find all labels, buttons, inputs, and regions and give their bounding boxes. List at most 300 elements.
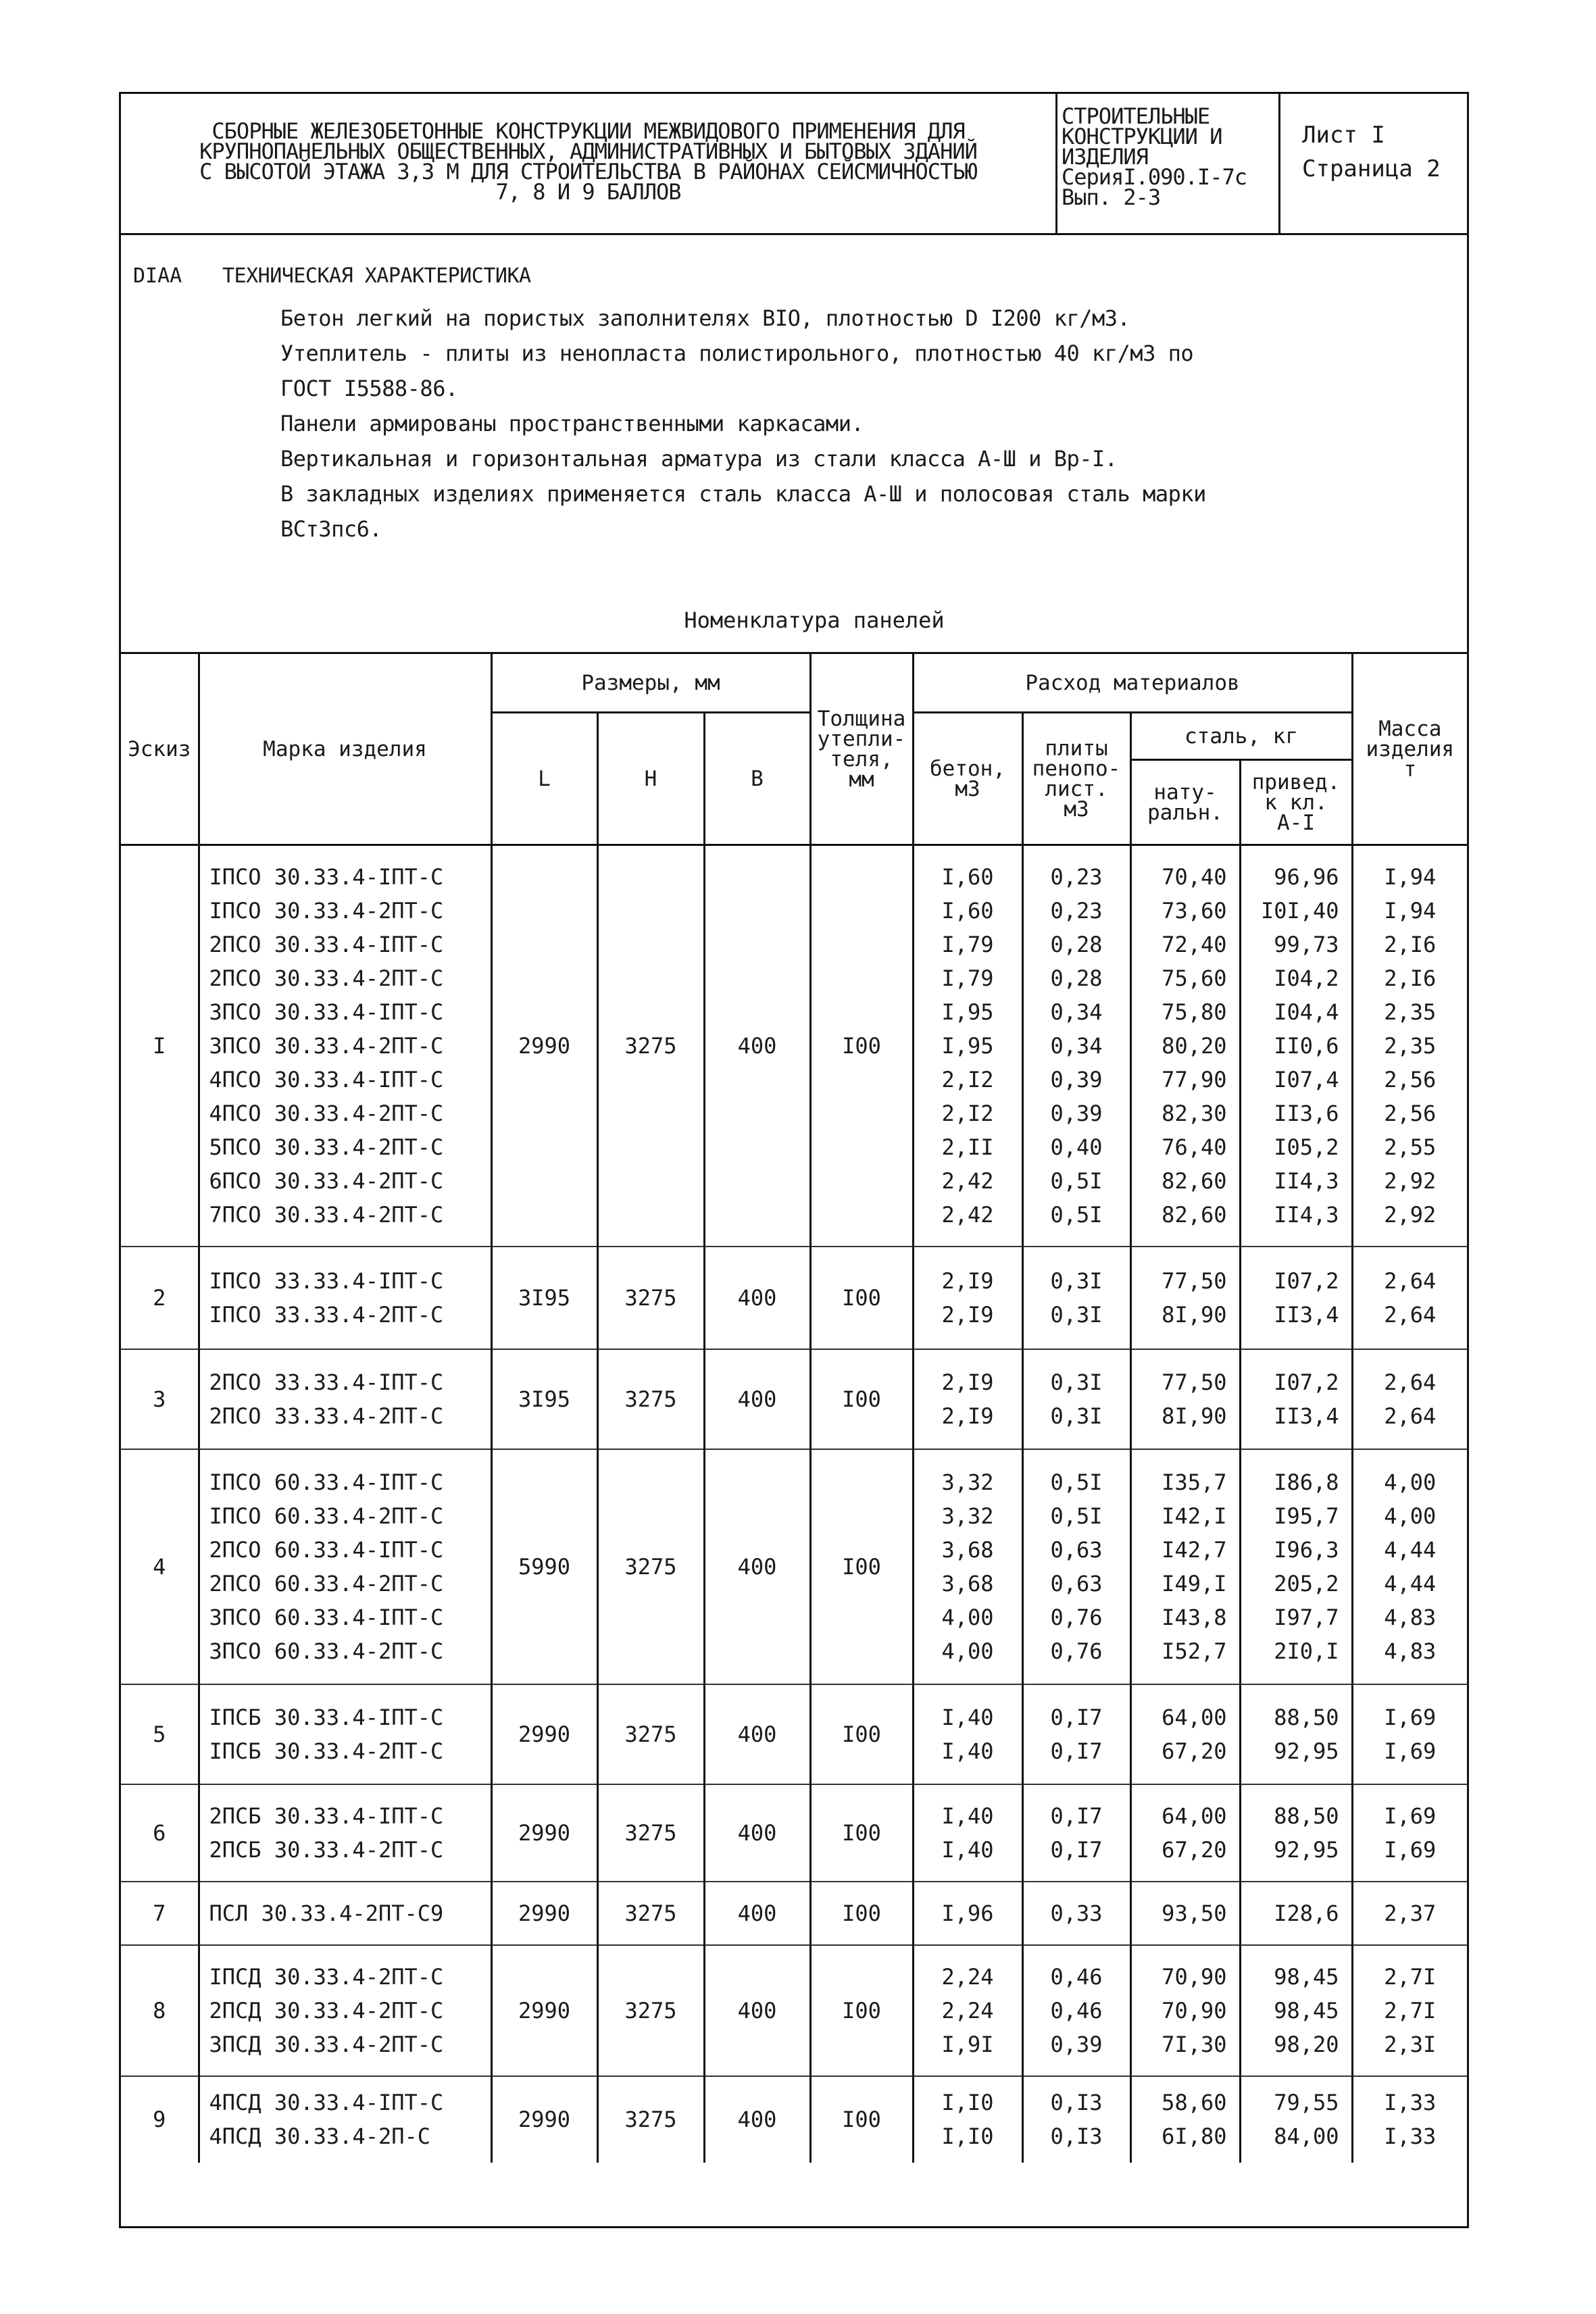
sketch-number: 6 xyxy=(121,1784,199,1882)
product-mark: 3ПСО 60.33.4-2ПТ-С xyxy=(209,1638,444,1664)
size-H: 3275 xyxy=(597,845,704,1247)
foam-volume: 0,I7 xyxy=(1050,1704,1103,1730)
concrete-volume: I,60 xyxy=(941,863,994,890)
panels-table xyxy=(121,652,1467,2163)
concrete-volume-column xyxy=(913,1247,1022,1349)
sheet-block xyxy=(1280,94,1467,233)
header-concrete xyxy=(913,713,1022,845)
size-B: 400 xyxy=(704,1247,810,1349)
insulation-thickness: I00 xyxy=(810,1449,913,1684)
sketch-number: 4 xyxy=(121,1449,199,1684)
product-mass: 4,00 xyxy=(1384,1469,1437,1495)
foam-volume-column xyxy=(1022,845,1130,1247)
product-mass: 2,I6 xyxy=(1384,931,1437,957)
steel-reduced: I04,2 xyxy=(1274,965,1339,991)
size-H: 3275 xyxy=(597,1247,704,1349)
foam-volume: 0,39 xyxy=(1050,1100,1103,1126)
product-mass: 2,92 xyxy=(1384,1201,1437,1228)
header-steel-reduced xyxy=(1240,760,1352,845)
foam-volume: 0,28 xyxy=(1050,931,1103,957)
steel-natural: 6I,80 xyxy=(1162,2123,1227,2149)
foam-volume: 0,5I xyxy=(1050,1167,1103,1194)
title-block xyxy=(121,94,1467,235)
paragraph: Бетон легкий на пористых заполнителях BIO, плотностью D I200 кг/м3. xyxy=(280,305,1130,331)
concrete-volume: I,40 xyxy=(941,1738,994,1764)
foam-volume-column xyxy=(1022,1684,1130,1784)
insulation-thickness: I00 xyxy=(810,845,913,1247)
table-row-group xyxy=(121,1945,1467,2076)
product-mass: 2,3I xyxy=(1384,2031,1437,2057)
header-mass xyxy=(1352,653,1467,845)
steel-natural-column xyxy=(1130,1247,1240,1349)
product-mark: 3ПСД 30.33.4-2ПТ-С xyxy=(209,2031,444,2057)
concrete-volume: 2,I9 xyxy=(941,1403,994,1429)
foam-volume: 0,33 xyxy=(1050,1900,1103,1926)
steel-reduced: 88,50 xyxy=(1274,1704,1339,1730)
size-H: 3275 xyxy=(597,1349,704,1449)
foam-volume: 0,5I xyxy=(1050,1201,1103,1228)
steel-natural: 77,90 xyxy=(1162,1066,1227,1092)
concrete-volume: 3,32 xyxy=(941,1503,994,1529)
steel-reduced: II3,6 xyxy=(1274,1100,1339,1126)
header-line: Толщина xyxy=(817,706,906,731)
foam-volume-column xyxy=(1022,1882,1130,1945)
size-L: 2990 xyxy=(491,845,597,1247)
header-line: мм xyxy=(849,767,874,792)
size-L: 2990 xyxy=(491,1882,597,1945)
table-row-group xyxy=(121,1449,1467,1684)
steel-natural: 58,60 xyxy=(1162,2090,1227,2115)
product-mass-column xyxy=(1352,1784,1467,1882)
product-mass: 2,64 xyxy=(1384,1301,1437,1328)
steel-reduced: I04,4 xyxy=(1274,999,1339,1025)
paragraph: В закладных изделиях применяется сталь класса А-Ш и полосовая сталь марки xyxy=(280,481,1206,507)
product-mass: 2,55 xyxy=(1384,1134,1437,1160)
product-mark: 2ПСО 60.33.4-IПТ-С xyxy=(209,1536,444,1563)
foam-volume: 0,63 xyxy=(1050,1536,1103,1563)
size-B: 400 xyxy=(704,1784,810,1882)
sketch-number: 3 xyxy=(121,1349,199,1449)
steel-reduced: 79,55 xyxy=(1274,2090,1339,2115)
foam-volume-column xyxy=(1022,1784,1130,1882)
foam-volume: 0,46 xyxy=(1050,1963,1103,1990)
foam-volume: 0,23 xyxy=(1050,863,1103,890)
product-mark: IПСО 30.33.4-IПТ-С xyxy=(209,863,444,890)
foam-volume: 0,34 xyxy=(1050,1032,1103,1059)
product-mark-column xyxy=(199,1882,491,1945)
steel-reduced-column xyxy=(1240,1449,1352,1684)
header-L: L xyxy=(491,713,597,845)
steel-natural: I43,8 xyxy=(1162,1604,1227,1630)
insulation-thickness: I00 xyxy=(810,1247,913,1349)
sheet-number: Лист I xyxy=(1302,122,1385,149)
header-foam xyxy=(1022,713,1130,845)
steel-reduced: I97,7 xyxy=(1274,1604,1339,1630)
steel-reduced: 92,95 xyxy=(1274,1836,1339,1863)
concrete-volume: 2,I9 xyxy=(941,1369,994,1395)
concrete-volume: I,I0 xyxy=(941,2123,994,2149)
product-mass: 2,56 xyxy=(1384,1100,1437,1126)
steel-reduced: II3,4 xyxy=(1274,1301,1339,1328)
product-mass: I,94 xyxy=(1384,897,1437,924)
page-number: Страница 2 xyxy=(1302,155,1441,182)
product-mark: IПСО 60.33.4-IПТ-С xyxy=(209,1469,444,1495)
steel-natural: 8I,90 xyxy=(1162,1301,1227,1328)
series-line: КОНСТРУКЦИИ И xyxy=(1062,124,1222,149)
concrete-volume: I,95 xyxy=(941,999,994,1025)
steel-natural: 70,90 xyxy=(1162,1997,1227,2023)
table-row-group xyxy=(121,1882,1467,1945)
size-B: 400 xyxy=(704,845,810,1247)
series-line: Вып. 2-3 xyxy=(1062,184,1161,210)
steel-natural: 82,60 xyxy=(1162,1201,1227,1228)
steel-reduced: I07,4 xyxy=(1274,1066,1339,1092)
document-title xyxy=(121,94,1057,233)
product-mass-column xyxy=(1352,1349,1467,1449)
insulation-thickness: I00 xyxy=(810,1349,913,1449)
product-mark: 3ПСО 30.33.4-2ПТ-С xyxy=(209,1032,444,1059)
steel-reduced: I0I,40 xyxy=(1260,897,1339,924)
concrete-volume-column xyxy=(913,1784,1022,1882)
steel-reduced: I05,2 xyxy=(1274,1134,1339,1160)
concrete-volume: 2,I9 xyxy=(941,1267,994,1294)
size-B: 400 xyxy=(704,1349,810,1449)
product-mass: 2,64 xyxy=(1384,1369,1437,1395)
product-mark: 4ПСД 30.33.4-IПТ-С xyxy=(209,2090,444,2115)
steel-reduced-column xyxy=(1240,1684,1352,1784)
steel-reduced: I07,2 xyxy=(1274,1369,1339,1395)
product-mark-column xyxy=(199,845,491,1247)
header-line: привед. xyxy=(1251,770,1341,795)
header-line: м3 xyxy=(955,776,980,801)
section-paragraphs xyxy=(280,301,1429,547)
document-frame xyxy=(119,92,1469,2228)
steel-reduced: 2I0,I xyxy=(1274,1638,1339,1664)
steel-reduced: I95,7 xyxy=(1274,1503,1339,1529)
header-line: к кл. xyxy=(1264,790,1328,815)
section-title: ТЕХНИЧЕСКАЯ ХАРАКТЕРИСТИКА xyxy=(222,264,531,288)
paragraph: ГОСТ I5588-86. xyxy=(280,376,458,401)
steel-reduced: 84,00 xyxy=(1274,2123,1339,2149)
title-line: СБОРНЫЕ ЖЕЛЕЗОБЕТОННЫЕ КОНСТРУКЦИИ МЕЖВИДОВОГО ПРИМЕНЕНИЯ ДЛЯ xyxy=(211,118,965,144)
concrete-volume: I,40 xyxy=(941,1803,994,1829)
steel-reduced: 88,50 xyxy=(1274,1803,1339,1829)
steel-natural-column xyxy=(1130,1449,1240,1684)
steel-reduced: I07,2 xyxy=(1274,1267,1339,1294)
header-line: утепли- xyxy=(817,726,906,751)
paragraph: ВСт3пс6. xyxy=(280,516,382,542)
concrete-volume: 3,32 xyxy=(941,1469,994,1495)
product-mass: I,69 xyxy=(1384,1803,1437,1829)
section-code: DIAA xyxy=(133,264,182,288)
steel-natural-column xyxy=(1130,845,1240,1247)
concrete-volume: 2,24 xyxy=(941,1963,994,1990)
table-body xyxy=(121,845,1467,2163)
paragraph: Панели армированы пространственными каркасами. xyxy=(280,411,864,436)
table-caption: Номенклатура панелей xyxy=(684,607,945,633)
steel-reduced: II3,4 xyxy=(1274,1403,1339,1429)
foam-volume: 0,63 xyxy=(1050,1570,1103,1596)
product-mark: 4ПСД 30.33.4-2П-С xyxy=(209,2123,431,2149)
foam-volume-column xyxy=(1022,1449,1130,1684)
concrete-volume: I,40 xyxy=(941,1704,994,1730)
steel-natural: 67,20 xyxy=(1162,1738,1227,1764)
product-mark: IПСО 30.33.4-2ПТ-С xyxy=(209,897,444,924)
foam-volume: 0,3I xyxy=(1050,1403,1103,1429)
steel-natural: 75,80 xyxy=(1162,999,1227,1025)
product-mass-column xyxy=(1352,1945,1467,2076)
steel-natural: 77,50 xyxy=(1162,1369,1227,1395)
foam-volume: 0,5I xyxy=(1050,1503,1103,1529)
steel-natural: 7I,30 xyxy=(1162,2031,1227,2057)
foam-volume-column xyxy=(1022,1349,1130,1449)
product-mark: 6ПСО 30.33.4-2ПТ-С xyxy=(209,1167,444,1194)
size-L: 2990 xyxy=(491,1945,597,2076)
steel-reduced-column xyxy=(1240,1945,1352,2076)
concrete-volume: 2,I2 xyxy=(941,1066,994,1092)
steel-reduced: 98,20 xyxy=(1274,2031,1339,2057)
steel-natural: 64,00 xyxy=(1162,1803,1227,1829)
foam-volume: 0,39 xyxy=(1050,2031,1103,2057)
steel-natural: 76,40 xyxy=(1162,1134,1227,1160)
insulation-thickness: I00 xyxy=(810,2076,913,2163)
product-mass-column xyxy=(1352,1247,1467,1349)
product-mark: 2ПСО 30.33.4-2ПТ-С xyxy=(209,965,444,991)
header-consumption: Расход материалов xyxy=(913,653,1352,713)
paragraph: Утеплитель - плиты из ненопласта полистирольного, плотностью 40 кг/м3 по xyxy=(280,341,1194,366)
sketch-number: 7 xyxy=(121,1882,199,1945)
concrete-volume: 4,00 xyxy=(941,1604,994,1630)
size-H: 3275 xyxy=(597,1945,704,2076)
steel-natural: 93,50 xyxy=(1162,1900,1227,1926)
size-B: 400 xyxy=(704,1882,810,1945)
product-mass-column xyxy=(1352,2076,1467,2163)
header-line: Масса xyxy=(1378,716,1442,741)
steel-reduced: I86,8 xyxy=(1274,1469,1339,1495)
foam-volume: 0,28 xyxy=(1050,965,1103,991)
size-H: 3275 xyxy=(597,2076,704,2163)
product-mass-column xyxy=(1352,1882,1467,1945)
product-mark: 2ПСО 33.33.4-IПТ-С xyxy=(209,1369,444,1395)
product-mass: I,69 xyxy=(1384,1836,1437,1863)
sketch-number: 2 xyxy=(121,1247,199,1349)
foam-volume: 0,I3 xyxy=(1050,2090,1103,2115)
product-mass: 2,7I xyxy=(1384,1963,1437,1990)
foam-volume: 0,76 xyxy=(1050,1604,1103,1630)
product-mark: IПСО 33.33.4-IПТ-С xyxy=(209,1267,444,1294)
steel-natural: I35,7 xyxy=(1162,1469,1227,1495)
concrete-volume-column xyxy=(913,845,1022,1247)
product-mass: 4,44 xyxy=(1384,1536,1437,1563)
header-line: м3 xyxy=(1064,797,1089,822)
steel-reduced: II4,3 xyxy=(1274,1201,1339,1228)
table-row-group xyxy=(121,845,1467,1247)
product-mass: 4,83 xyxy=(1384,1604,1437,1630)
steel-natural: 8I,90 xyxy=(1162,1403,1227,1429)
product-mark: IПСБ 30.33.4-IПТ-С xyxy=(209,1704,444,1730)
concrete-volume-column xyxy=(913,1349,1022,1449)
steel-reduced: 96,96 xyxy=(1274,863,1339,890)
size-L: 3I95 xyxy=(491,1349,597,1449)
sketch-number: 8 xyxy=(121,1945,199,2076)
concrete-volume: 4,00 xyxy=(941,1638,994,1664)
foam-volume: 0,39 xyxy=(1050,1066,1103,1092)
steel-reduced-column xyxy=(1240,1349,1352,1449)
concrete-volume-column xyxy=(913,2076,1022,2163)
steel-natural-column xyxy=(1130,1784,1240,1882)
concrete-volume: I,79 xyxy=(941,931,994,957)
product-mass: 2,35 xyxy=(1384,1032,1437,1059)
product-mass: 2,35 xyxy=(1384,999,1437,1025)
product-mass: 2,7I xyxy=(1384,1997,1437,2023)
foam-volume-column xyxy=(1022,1945,1130,2076)
header-line: изделия xyxy=(1366,736,1455,761)
product-mark: 2ПСД 30.33.4-2ПТ-С xyxy=(209,1997,444,2023)
table-row-group xyxy=(121,1349,1467,1449)
title-line: КРУПНОПАНЕЛЬНЫХ ОБЩЕСТВЕННЫХ, АДМИНИСТРАТИВНЫХ И БЫТОВЫХ ЗДАНИЙ xyxy=(199,139,977,164)
product-mark: ПСЛ 30.33.4-2ПТ-С9 xyxy=(209,1900,444,1926)
product-mass: 2,37 xyxy=(1384,1900,1437,1926)
foam-volume: 0,I7 xyxy=(1050,1738,1103,1764)
header-B: В xyxy=(704,713,810,845)
product-mass: 2,64 xyxy=(1384,1403,1437,1429)
concrete-volume: 2,42 xyxy=(941,1201,994,1228)
foam-volume: 0,34 xyxy=(1050,999,1103,1025)
steel-natural: I42,I xyxy=(1162,1503,1227,1529)
table-row-group xyxy=(121,1784,1467,1882)
foam-volume: 0,3I xyxy=(1050,1267,1103,1294)
header-steel-natural xyxy=(1130,760,1240,845)
product-mark-column xyxy=(199,2076,491,2163)
series-line: СТРОИТЕЛЬНЫЕ xyxy=(1062,103,1210,129)
series-line: ИЗДЕЛИЯ xyxy=(1062,144,1148,170)
foam-volume: 0,3I xyxy=(1050,1301,1103,1328)
steel-natural: 70,40 xyxy=(1162,863,1227,890)
product-mass: 2,64 xyxy=(1384,1267,1437,1294)
concrete-volume-column xyxy=(913,1449,1022,1684)
product-mark: IПСО 33.33.4-2ПТ-С xyxy=(209,1301,444,1328)
steel-natural: I42,7 xyxy=(1162,1536,1227,1563)
steel-reduced-column xyxy=(1240,845,1352,1247)
header-line: А-I xyxy=(1277,810,1316,835)
foam-volume: 0,23 xyxy=(1050,897,1103,924)
insulation-thickness: I00 xyxy=(810,1784,913,1882)
table-row-group xyxy=(121,2076,1467,2163)
steel-natural-column xyxy=(1130,1684,1240,1784)
product-mark-column xyxy=(199,1945,491,2076)
size-L: 5990 xyxy=(491,1449,597,1684)
product-mass: 4,44 xyxy=(1384,1570,1437,1596)
steel-natural: 82,30 xyxy=(1162,1100,1227,1126)
product-mark: 4ПСО 30.33.4-IПТ-С xyxy=(209,1066,444,1092)
concrete-volume: I,9I xyxy=(941,2031,994,2057)
foam-volume: 0,3I xyxy=(1050,1369,1103,1395)
product-mark: IПСБ 30.33.4-2ПТ-С xyxy=(209,1738,444,1764)
foam-volume: 0,I3 xyxy=(1050,2123,1103,2149)
foam-volume: 0,I7 xyxy=(1050,1803,1103,1829)
product-mass: 4,00 xyxy=(1384,1503,1437,1529)
size-B: 400 xyxy=(704,1684,810,1784)
size-B: 400 xyxy=(704,1449,810,1684)
steel-natural: 73,60 xyxy=(1162,897,1227,924)
steel-reduced-column xyxy=(1240,2076,1352,2163)
product-mark: 3ПСО 30.33.4-IПТ-С xyxy=(209,999,444,1025)
steel-natural: 64,00 xyxy=(1162,1704,1227,1730)
steel-natural: 70,90 xyxy=(1162,1963,1227,1990)
concrete-volume: I,60 xyxy=(941,897,994,924)
product-mass-column xyxy=(1352,845,1467,1247)
title-line: С ВЫСОТОЙ ЭТАЖА 3,3 М ДЛЯ СТРОИТЕЛЬСТВА В РАЙОНАХ СЕЙСМИЧНОСТЬЮ xyxy=(199,159,977,184)
steel-reduced: 98,45 xyxy=(1274,1963,1339,1990)
steel-reduced: I28,6 xyxy=(1274,1900,1339,1926)
header-line: бетон, xyxy=(930,756,1005,781)
table-row-group xyxy=(121,1247,1467,1349)
concrete-volume: I,I0 xyxy=(941,2090,994,2115)
concrete-volume: I,95 xyxy=(941,1032,994,1059)
product-mark: 7ПСО 30.33.4-2ПТ-С xyxy=(209,1201,444,1228)
product-mark-column xyxy=(199,1247,491,1349)
steel-natural: 77,50 xyxy=(1162,1267,1227,1294)
foam-volume: 0,5I xyxy=(1050,1469,1103,1495)
concrete-volume: 2,I2 xyxy=(941,1100,994,1126)
steel-natural-column xyxy=(1130,2076,1240,2163)
steel-natural: 72,40 xyxy=(1162,931,1227,957)
steel-reduced: I96,3 xyxy=(1274,1536,1339,1563)
foam-volume: 0,46 xyxy=(1050,1997,1103,2023)
product-mark: 4ПСО 30.33.4-2ПТ-С xyxy=(209,1100,444,1126)
steel-reduced: 99,73 xyxy=(1274,931,1339,957)
product-mass: I,94 xyxy=(1384,863,1437,890)
steel-natural: I52,7 xyxy=(1162,1638,1227,1664)
product-mass: 2,56 xyxy=(1384,1066,1437,1092)
foam-volume-column xyxy=(1022,2076,1130,2163)
steel-reduced: 205,2 xyxy=(1274,1570,1339,1596)
header-sketch: Эскиз xyxy=(121,653,199,845)
concrete-volume: 2,24 xyxy=(941,1997,994,2023)
header-line: т xyxy=(1403,757,1417,782)
product-mark: 2ПСО 33.33.4-2ПТ-С xyxy=(209,1403,444,1429)
product-mass: 4,83 xyxy=(1384,1638,1437,1664)
product-mark-column xyxy=(199,1349,491,1449)
header-line: нату- xyxy=(1153,780,1217,805)
concrete-volume: 2,II xyxy=(941,1134,994,1160)
size-H: 3275 xyxy=(597,1449,704,1684)
concrete-volume: 3,68 xyxy=(941,1536,994,1563)
header-line: лист. xyxy=(1045,776,1108,801)
concrete-volume: 3,68 xyxy=(941,1570,994,1596)
steel-natural: 75,60 xyxy=(1162,965,1227,991)
title-line: 7, 8 И 9 БАЛЛОВ xyxy=(495,179,681,205)
insulation-thickness: I00 xyxy=(810,1882,913,1945)
series-line: СерияI.090.I-7с xyxy=(1062,164,1247,190)
concrete-volume: I,40 xyxy=(941,1836,994,1863)
concrete-volume-column xyxy=(913,1684,1022,1784)
size-L: 2990 xyxy=(491,2076,597,2163)
size-B: 400 xyxy=(704,1945,810,2076)
steel-reduced: 98,45 xyxy=(1274,1997,1339,2023)
steel-reduced: II0,6 xyxy=(1274,1032,1339,1059)
sketch-number: 5 xyxy=(121,1684,199,1784)
sketch-number: 9 xyxy=(121,2076,199,2163)
product-mass: I,69 xyxy=(1384,1704,1437,1730)
foam-volume-column xyxy=(1022,1247,1130,1349)
concrete-volume-column xyxy=(913,1945,1022,2076)
product-mass-column xyxy=(1352,1449,1467,1684)
foam-volume: 0,40 xyxy=(1050,1134,1103,1160)
product-mark: 2ПСО 30.33.4-IПТ-С xyxy=(209,931,444,957)
product-mass-column xyxy=(1352,1684,1467,1784)
size-H: 3275 xyxy=(597,1684,704,1784)
